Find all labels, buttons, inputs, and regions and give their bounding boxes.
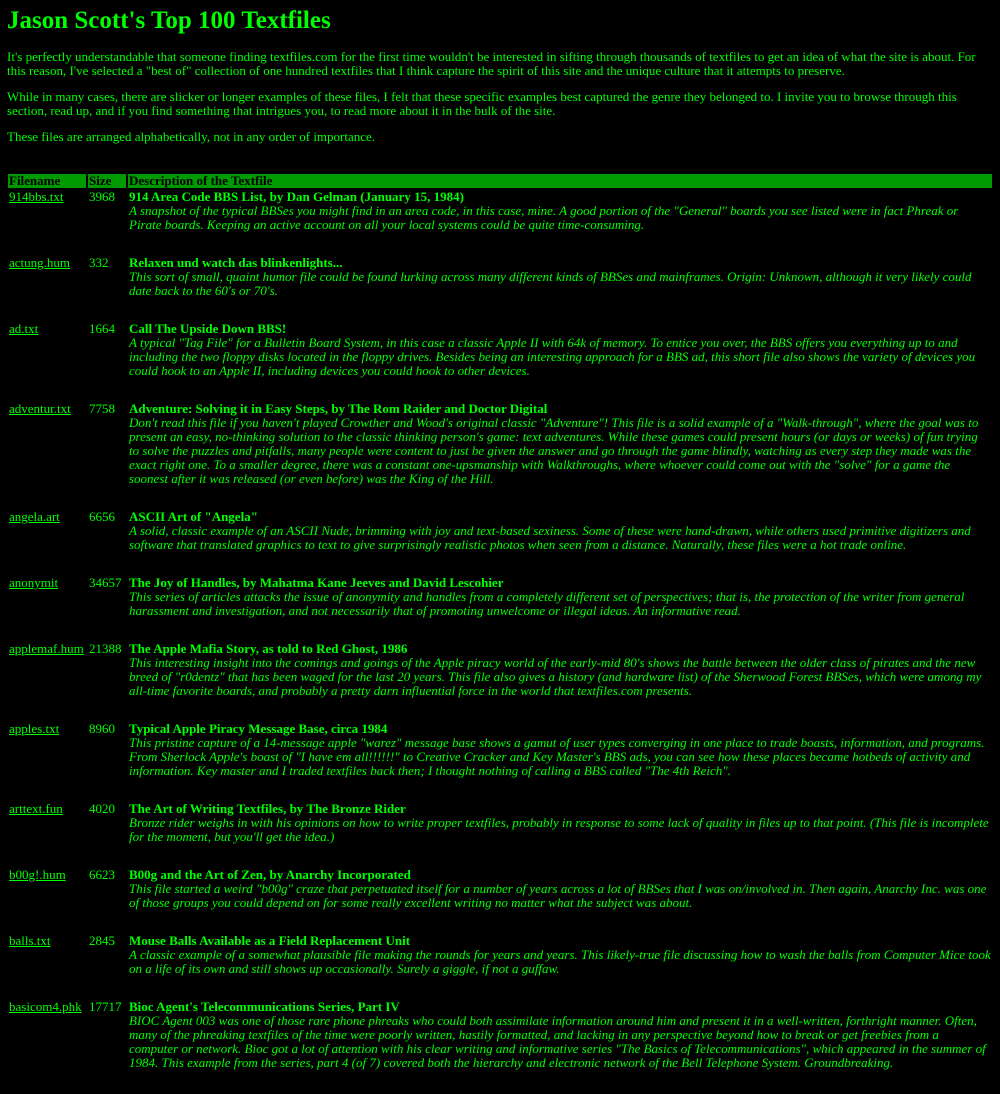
header-filename: Filename <box>8 174 86 188</box>
file-description: Don't read this file if you haven't played Crowther and Wood's original classic "Adventure"! This file is a solid example of a "Walk-through", where the goal was to present an easy, no-thinking solution to the classic thinking person's game: text adventures. While these games could present hours (or days or weeks) of fun trying to solve the puzzles and pitfalls, many people were content to just be given the answer and go through the game blindly, watching as every step they made was the exact right one. To a smaller degree, there was a constant one-upsmanship with Walkthroughs, where whoever could come out with the "solve" for a game the soonest after it was released (or even before) was the King of the Hill. <box>129 415 979 486</box>
file-title: Mouse Balls Available as a Field Replacement Unit <box>129 933 411 948</box>
file-description: This interesting insight into the comings and goings of the Apple piracy world of the early-mid 80's shows the battle between the older class of pirates and the new breed of "r0dentz" that has been waged for the last 20 years. This file also gives a history (and hardware list) of the Sherwood Forest BBSes, which were among my all-time favorite boards, and probably a pretty darn influential force in the world that textfiles.com presents. <box>129 655 982 698</box>
filename-link[interactable]: ad.txt <box>9 321 39 336</box>
file-size: 3968 <box>89 189 115 204</box>
file-title: 914 Area Code BBS List, by Dan Gelman (January 15, 1984) <box>129 189 464 204</box>
file-size: 7758 <box>89 401 115 416</box>
file-description: BIOC Agent 003 was one of those rare phone phreaks who could both assimilate information around him and present it in a well-written, forthright manner. Often, many of the phreaking textfiles of the time were poorly written, hastily formatted, and lacking in any perspective beyond how to break or get freebies from a computer or network. Bioc got a lot of attention with his clear writing and informative series "The Basics of Telecommunications", which appeared in the summer of 1984. This example from the series, part 4 (of 7) covered both the hierarchy and electronic network of the Bell Telephone System. Groundbreaking. <box>129 1013 986 1070</box>
table-row <box>8 322 992 400</box>
intro-paragraph: It's perfectly understandable that someone finding textfiles.com for the first time wouldn't be interested in sifting through thousands of textfiles to get an idea of what the site is about. For this reason, I've selected a "best of" collection of one hundred textfiles that I think capture the spirit of this site and the unique culture that it attempts to preserve. <box>7 49 976 78</box>
filename-link[interactable]: applemaf.hum <box>9 641 84 656</box>
file-title: The Art of Writing Textfiles, by The Bronze Rider <box>129 801 406 816</box>
intro-paragraph: While in many cases, there are slicker or longer examples of these files, I felt that these specific examples best captured the genre they belonged to. I invite you to browse through this section, read up, and if you find something that intrigues you, to read more about it in the bulk of the site. <box>7 89 957 118</box>
header-size: Size <box>88 174 126 188</box>
table-row <box>8 1000 992 1092</box>
file-size: 21388 <box>89 641 122 656</box>
file-description: A classic example of a somewhat plausible file making the rounds for years and years. This likely-true file discussing how to wash the balls from Computer Mice took on a life of its own and still shows up occasionally. Surely a giggle, if not a guffaw. <box>129 947 991 976</box>
file-description: This pristine capture of a 14-message apple "warez" message base shows a gamut of user types converging in one place to trade boasts, information, and programs. From Sherlock Apple's boast of "I have em all!!!!!!" to Creative Cracker and Key Master's BBS ads, you can see how these places became hotbeds of activity and information. Key master and I traded textfiles back then; I thought nothing of calling a BBS called "The 4th Reich". <box>129 735 985 778</box>
file-description: This file started a weird "b00g" craze that perpetuated itself for a number of years across a lot of BBSes that I was on/involved in. Then again, Anarchy Inc. was one of those groups you could depend on for some really excellent writing no matter what the subject was about. <box>129 881 987 910</box>
file-title: The Joy of Handles, by Mahatma Kane Jeeves and David Lescohier <box>129 575 504 590</box>
file-title: Bioc Agent's Telecommunications Series, Part IV <box>129 999 400 1014</box>
file-size: 17717 <box>89 999 122 1014</box>
filename-link[interactable]: adventur.txt <box>9 401 71 416</box>
filename-link[interactable]: actung.hum <box>9 255 71 270</box>
table-row <box>8 722 992 800</box>
table-row <box>8 868 992 932</box>
file-title: ASCII Art of "Angela" <box>129 509 258 524</box>
file-description: A solid, classic example of an ASCII Nude, brimming with joy and text-based sexiness. Some of these were hand-drawn, while others used primitive digitizers and software that translated graphics to text to give surprisingly realistic photos when seen from a distance. Naturally, these files were a hot trade online. <box>129 523 971 552</box>
page-title: Jason Scott's Top 100 Textfiles <box>7 7 331 34</box>
file-size: 34657 <box>89 575 122 590</box>
file-description: A typical "Tag File" for a Bulletin Board System, in this case a classic Apple II with 64k of memory. To entice you over, the BBS offers you everything up to and including the two floppy disks located in the floppy drives. Besides being an interesting approach for a BBS ad, this short file also shows the variety of devices you could hook to an Apple II, including devices you could hook to other devices. <box>129 335 976 378</box>
file-size: 8960 <box>89 721 115 736</box>
file-size: 6623 <box>89 867 115 882</box>
file-title: B00g and the Art of Zen, by Anarchy Incorporated <box>129 867 411 882</box>
file-description: A snapshot of the typical BBSes you might find in an area code, in this case, mine. A good portion of the "General" boards you see listed were in fact Phreak or Pirate boards. Keeping an active account on all your local systems could be quite time-consuming. <box>129 203 959 232</box>
intro-paragraph: These files are arranged alphabetically, not in any order of importance. <box>7 129 376 144</box>
table-body <box>8 190 992 1092</box>
filename-link[interactable]: basicom4.phk <box>9 999 82 1014</box>
file-title: Relaxen und watch das blinkenlights... <box>129 255 343 270</box>
file-description: This series of articles attacks the issue of anonymity and handles from a completely different set of perspectives; that is, the protection of the writer from general harassment and investigation, and not necessarily that of promoting unwelcome or illegal ideas. An informative read. <box>129 589 965 618</box>
table-header-row <box>8 174 992 188</box>
table-row <box>8 802 992 866</box>
table-row <box>8 256 992 320</box>
filename-link[interactable]: apples.txt <box>9 721 60 736</box>
filename-link[interactable]: balls.txt <box>9 933 51 948</box>
filename-link[interactable]: arttext.fun <box>9 801 63 816</box>
table-row <box>8 510 992 574</box>
table-row <box>8 642 992 720</box>
file-description: Bronze rider weighs in with his opinions on how to write proper textfiles, probably in response to some lack of quality in files up to that point. (This file is incomplete for the moment, but you'll get the idea.) <box>129 815 989 844</box>
file-size: 332 <box>89 255 109 270</box>
file-size: 1664 <box>89 321 115 336</box>
table-row <box>8 190 992 254</box>
filename-link[interactable]: 914bbs.txt <box>9 189 64 204</box>
file-title: The Apple Mafia Story, as told to Red Ghost, 1986 <box>129 641 408 656</box>
file-description: This sort of small, quaint humor file could be found lurking across many different kinds of BBSes and mainframes. Origin: Unknown, although it very likely could date back to the 60's or 70's. <box>129 269 972 298</box>
filename-link[interactable]: angela.art <box>9 509 60 524</box>
file-title: Adventure: Solving it in Easy Steps, by The Rom Raider and Doctor Digital <box>129 401 548 416</box>
header-description: Description of the Textfile <box>128 174 992 188</box>
filename-link[interactable]: anonymit <box>9 575 59 590</box>
table-row <box>8 576 992 640</box>
table-row <box>8 934 992 998</box>
file-size: 4020 <box>89 801 115 816</box>
file-size: 6656 <box>89 509 115 524</box>
file-title: Call The Upside Down BBS! <box>129 321 287 336</box>
textfiles-table <box>6 172 994 1094</box>
filename-link[interactable]: b00g!.hum <box>9 867 66 882</box>
table-row <box>8 402 992 508</box>
file-size: 2845 <box>89 933 115 948</box>
file-title: Typical Apple Piracy Message Base, circa 1984 <box>129 721 388 736</box>
